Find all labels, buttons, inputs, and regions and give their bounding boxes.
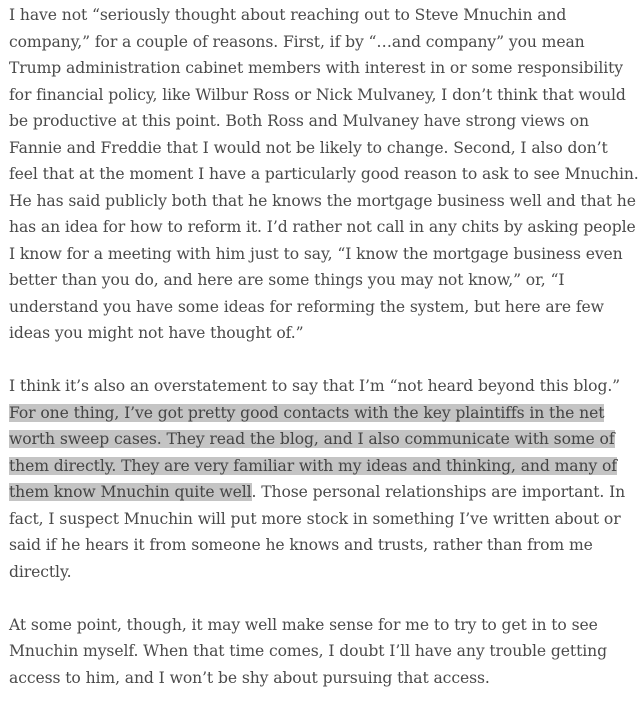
article-body xyxy=(9,2,640,718)
paragraph-mnuchin-outreach: I have not “seriously thought about reaching out to Steve Mnuchin and company,” for a couple of reasons. First, if by “…and company” you mean Trump administration cabinet members with interest in or some responsibility for financial policy, like Wilbur Ross or Nick Mulvaney, I don’t think that would be productive at this point. Both Ross and Mulvaney have strong views on Fannie and Freddie that I would not be likely to change. Second, I also don’t feel that at the moment I have a particularly good reason to ask to see Mnuchin. He has said publicly both that he knows the mortgage business well and that he has an idea for how to reform it. I’d rather not call in any chits by asking people I know for a meeting with him just to say, “I know the mortgage business even better than you do, and here are some things you may not know,” or, “I understand you have some ideas for reforming the system, but here are few ideas you might not have thought of.” xyxy=(9,6,639,342)
highlighted-text-selection[interactable]: For one thing, I’ve got pretty good contacts with the key plaintiffs in the net worth sweep cases. They read the blog, and I also communicate with some of them directly. They are very familiar with my ideas and thinking, and many of them know Mnuchin quite well xyxy=(9,403,617,501)
paragraph-text-after-highlight: . Those personal relationships are important. In fact, I suspect Mnuchin will put more stock in something I’ve written about or said if he hears it from someone he knows and trusts, rather than from me directly. xyxy=(9,483,626,581)
paragraph-text-before-highlight: I think it’s also an overstatement to say that I’m “not heard beyond this blog.” xyxy=(9,377,621,395)
paragraph-beyond-blog xyxy=(9,373,640,585)
paragraph-future-access: At some point, though, it may well make sense for me to try to get in to see Mnuchin myself. When that time comes, I doubt I’ll have any trouble getting access to him, and I won’t be shy about pursuing that access. xyxy=(9,615,607,687)
